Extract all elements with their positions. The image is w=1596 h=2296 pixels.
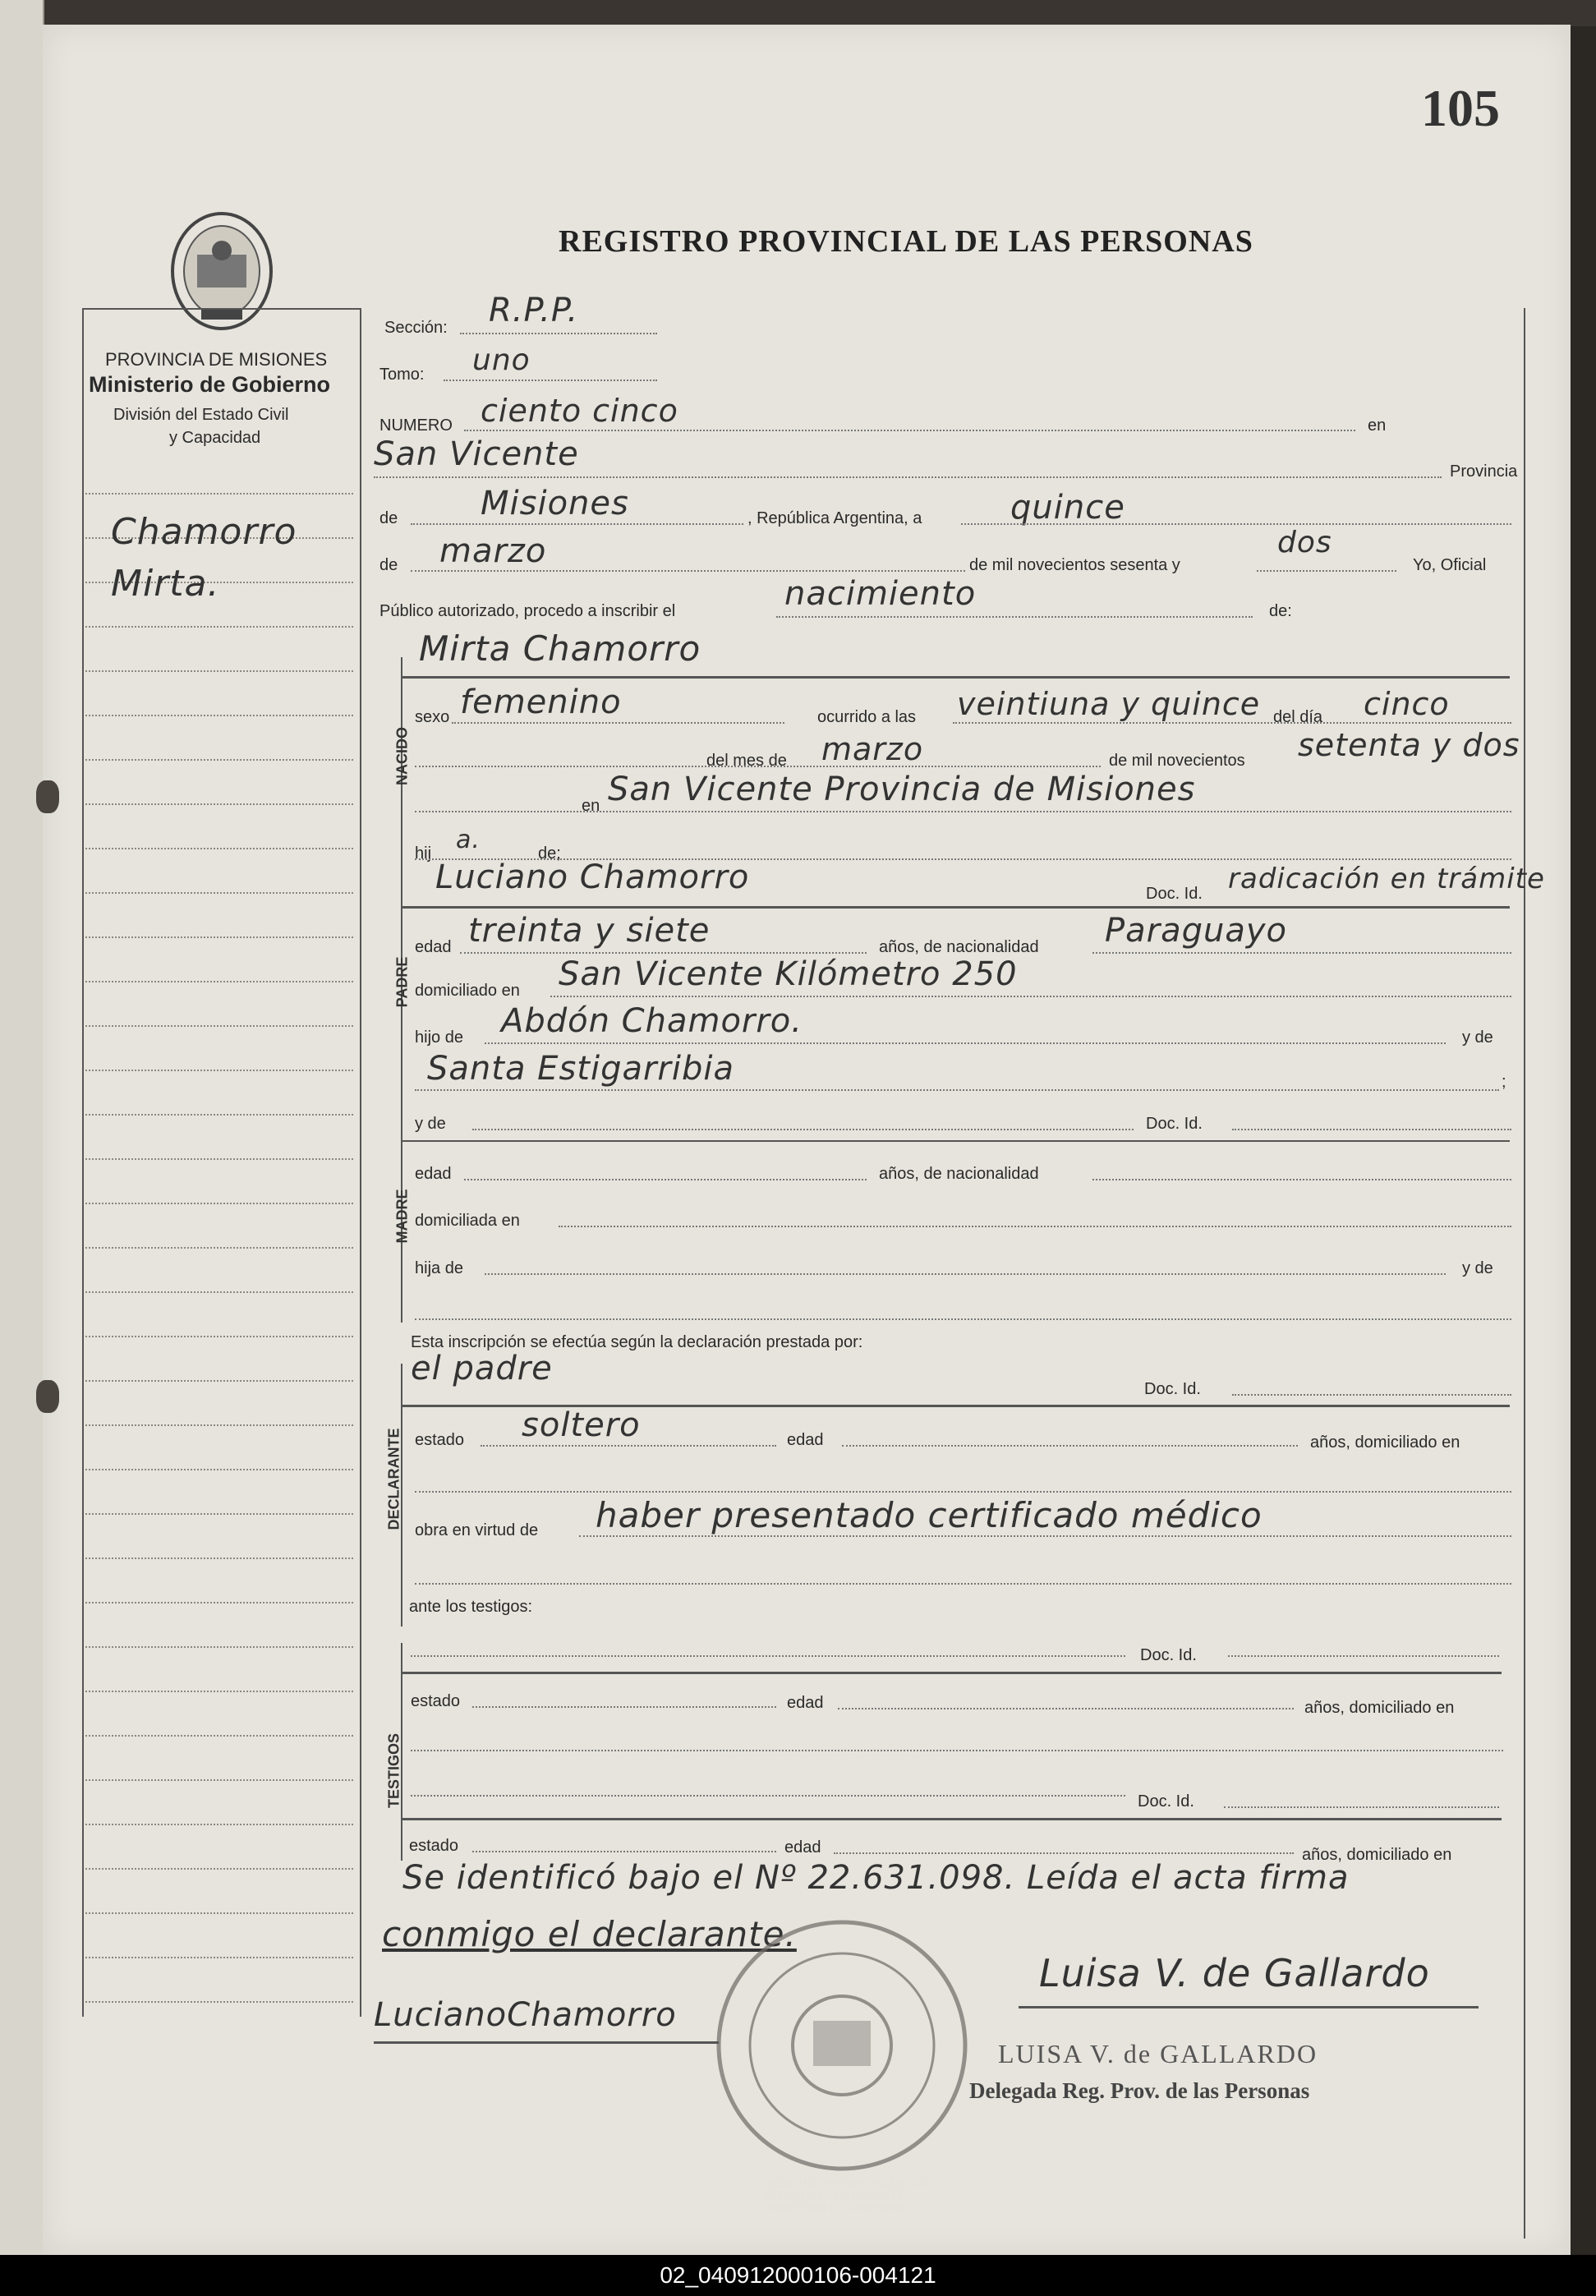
value-sexo: femenino: [460, 683, 622, 721]
binding-edge: [0, 0, 44, 2255]
margin-ruled-line: [85, 493, 353, 495]
form-right-border: [1524, 308, 1525, 2238]
value-acto: nacimiento: [784, 575, 977, 613]
label-del-mes: del mes de: [706, 752, 787, 770]
declarant-signature: LucianoChamorro: [374, 1996, 677, 2034]
margin-ruled-line: [85, 626, 353, 628]
margin-column-border: [82, 308, 84, 2017]
label-en-lugar: en: [582, 797, 600, 815]
label-estado-t2: estado: [409, 1837, 459, 1855]
margin-ruled-line: [85, 1203, 353, 1204]
scan-top-band: [0, 0, 1596, 26]
label-de: de: [379, 509, 398, 527]
division-line-2: y Capacidad: [169, 429, 261, 447]
division-line-1: División del Estado Civil: [113, 406, 289, 424]
label-estado-decl: estado: [415, 1431, 465, 1449]
value-padre-nombre: Luciano Chamorro: [435, 858, 750, 896]
margin-top-rule: [82, 308, 360, 310]
label-hijo-de: hijo de: [415, 1028, 463, 1047]
label-de-mes: de: [379, 556, 398, 574]
value-padre-doc: radicación en trámite: [1228, 863, 1545, 895]
margin-ruled-line: [85, 1957, 353, 1958]
official-stamp-icon: [711, 1914, 973, 2177]
label-esta-inscripcion: Esta inscripción se efectúa según la declaración prestada por:: [411, 1333, 863, 1351]
margin-ruled-line: [85, 1735, 353, 1737]
section-label-testigos: TESTIGOS: [385, 1733, 402, 1809]
margin-ruled-line: [85, 1868, 353, 1870]
label-republica: , República Argentina, a: [747, 509, 922, 527]
margin-ruled-line: [85, 1602, 353, 1604]
margin-ruled-line: [85, 981, 353, 982]
official-name-stamp: LUISA V. de GALLARDO: [998, 2039, 1318, 2068]
margin-ruled-line: [85, 892, 353, 894]
label-anos-dom-t2: años, domiciliado en: [1302, 1846, 1452, 1864]
label-del-dia: del día: [1273, 708, 1323, 726]
label-obra: obra en virtud de: [415, 1521, 539, 1539]
label-edad-padre: edad: [415, 938, 452, 956]
label-y-de: y de: [1462, 1028, 1493, 1047]
value-padre-nacionalidad: Paraguayo: [1105, 912, 1287, 950]
label-de-acto: de:: [1269, 602, 1292, 620]
margin-column-border: [360, 308, 361, 2017]
value-nombre-nacido: Mirta Chamorro: [419, 628, 701, 669]
margin-ruled-line: [85, 1070, 353, 1071]
margin-ruled-line: [85, 1469, 353, 1470]
value-padre-domicilio: San Vicente Kilómetro 250: [559, 955, 1018, 993]
label-anos-dom-decl: años, domiciliado en: [1310, 1433, 1460, 1452]
section-label-declarante: DECLARANTE: [385, 1428, 402, 1530]
value-lugar-nac: San Vicente Provincia de Misiones: [608, 771, 1196, 808]
label-semicolon: ;: [1502, 1073, 1506, 1091]
label-ante-testigos: ante los testigos:: [409, 1598, 533, 1616]
label-de-mil-nac: de mil novecientos: [1109, 752, 1245, 770]
binder-hole: [36, 1380, 59, 1413]
province-name: PROVINCIA DE MISIONES: [105, 349, 328, 370]
margin-ruled-line: [85, 1158, 353, 1160]
margin-ruled-line: [85, 803, 353, 805]
margin-ruled-line: [85, 936, 353, 938]
section-label-madre: MADRE: [393, 1189, 411, 1244]
label-y-de-madre: y de: [1462, 1259, 1493, 1277]
label-edad-t1: edad: [787, 1694, 824, 1712]
margin-ruled-line: [85, 1779, 353, 1781]
value-declarante: el padre: [411, 1350, 553, 1387]
label-hija-de: hija de: [415, 1259, 463, 1277]
value-mes: marzo: [439, 532, 547, 570]
margin-ruled-line: [85, 1114, 353, 1116]
value-dia-nac: cinco: [1364, 686, 1450, 722]
value-tomo: uno: [472, 343, 531, 377]
label-doc-decl: Doc. Id.: [1144, 1380, 1201, 1398]
official-title-stamp: Delegada Reg. Prov. de las Personas: [969, 2078, 1310, 2103]
margin-ruled-line: [85, 848, 353, 849]
margin-ruled-line: [85, 1336, 353, 1337]
margin-ruled-line: [85, 1291, 353, 1293]
label-domiciliada: domiciliada en: [415, 1212, 520, 1230]
label-nacionalidad-padre: años, de nacionalidad: [879, 938, 1039, 956]
value-hija-suffix: a.: [456, 826, 481, 854]
province-emblem-icon: [168, 209, 275, 333]
label-estado-t1: estado: [411, 1692, 461, 1710]
value-decl-estado: soltero: [522, 1406, 641, 1444]
value-padre-hijo-de: Abdón Chamorro.: [501, 1002, 803, 1040]
ministry-name: Ministerio de Gobierno: [89, 372, 331, 397]
margin-ruled-line: [85, 1824, 353, 1825]
scan-footer-code: 02_040912000106-004121: [0, 2255, 1596, 2296]
label-domicilio-padre: domiciliado en: [415, 982, 520, 1000]
margin-ruled-line: [85, 670, 353, 672]
label-tomo: Tomo:: [379, 366, 425, 384]
label-de-hij: de;: [538, 844, 561, 863]
margin-ruled-line: [85, 1247, 353, 1249]
label-numero: NUMERO: [379, 416, 453, 435]
margin-ruled-line: [85, 1380, 353, 1382]
value-seccion: R.P.P.: [489, 292, 579, 329]
label-edad-madre: edad: [415, 1165, 452, 1183]
binder-hole: [36, 780, 59, 813]
margin-ruled-line: [85, 1558, 353, 1559]
margin-note-name: Mirta.: [111, 563, 220, 605]
stamp-text: [764, 2177, 928, 2214]
margin-ruled-line: [85, 1424, 353, 1426]
label-doc-2: Doc. Id.: [1146, 1115, 1203, 1133]
label-seccion: Sección:: [384, 319, 448, 337]
value-hora: veintiuna y quince: [957, 686, 1261, 722]
label-y-de-2: y de: [415, 1115, 446, 1133]
label-edad-t2: edad: [784, 1838, 821, 1857]
page-title: REGISTRO PROVINCIAL DE LAS PERSONAS: [559, 224, 1253, 259]
label-edad-decl: edad: [787, 1431, 824, 1449]
section-label-nacido: NACIDO: [393, 727, 411, 785]
label-de-mil: de mil novecientos sesenta y: [969, 556, 1180, 574]
label-yo-oficial: Yo, Oficial: [1413, 556, 1487, 574]
official-signature: Luisa V. de Gallardo: [1039, 1951, 1430, 1995]
value-nota-1: Se identificó bajo el Nº 22.631.098. Leída el acta firma: [402, 1859, 1350, 1897]
margin-ruled-line: [85, 1513, 353, 1515]
label-doc-padre: Doc. Id.: [1146, 885, 1203, 903]
section-label-padre: PADRE: [393, 956, 411, 1008]
margin-note-surname: Chamorro: [111, 511, 297, 553]
margin-ruled-line: [85, 2001, 353, 2003]
value-anio: dos: [1277, 526, 1332, 559]
page-number: 105: [1421, 79, 1500, 137]
value-numero: ciento cinco: [481, 393, 678, 429]
margin-ruled-line: [85, 1912, 353, 1914]
margin-ruled-line: [85, 1646, 353, 1648]
label-nacionalidad-madre: años, de nacionalidad: [879, 1165, 1039, 1183]
margin-ruled-line: [85, 1691, 353, 1692]
value-padre-edad: treinta y siete: [468, 912, 711, 950]
label-ocurrido: ocurrido a las: [817, 708, 917, 726]
label-doc-t2: Doc. Id.: [1138, 1792, 1194, 1811]
label-doc-t1: Doc. Id.: [1140, 1646, 1197, 1664]
label-anos-dom-t1: años, domiciliado en: [1304, 1699, 1455, 1717]
margin-ruled-line: [85, 1025, 353, 1027]
value-nota-2: conmigo el declarante.: [382, 1914, 797, 1954]
label-hij: hij: [415, 844, 432, 863]
value-provincia: Misiones: [481, 485, 629, 522]
label-en: en: [1368, 416, 1387, 435]
value-anio-nac: setenta y dos: [1298, 727, 1520, 763]
value-padre-madre: Santa Estigarribia: [427, 1050, 734, 1088]
value-en-lugar: San Vicente: [374, 435, 579, 473]
label-sexo: sexo: [415, 708, 450, 726]
label-provincia: Provincia: [1450, 462, 1518, 481]
margin-ruled-line: [85, 715, 353, 716]
value-dia: quince: [1010, 489, 1125, 527]
label-publico: Público autorizado, procedo a inscribir el: [379, 602, 676, 620]
value-mes-nac: marzo: [821, 731, 924, 767]
margin-ruled-line: [85, 759, 353, 761]
value-obra: haber presentado certificado médico: [596, 1495, 1263, 1535]
